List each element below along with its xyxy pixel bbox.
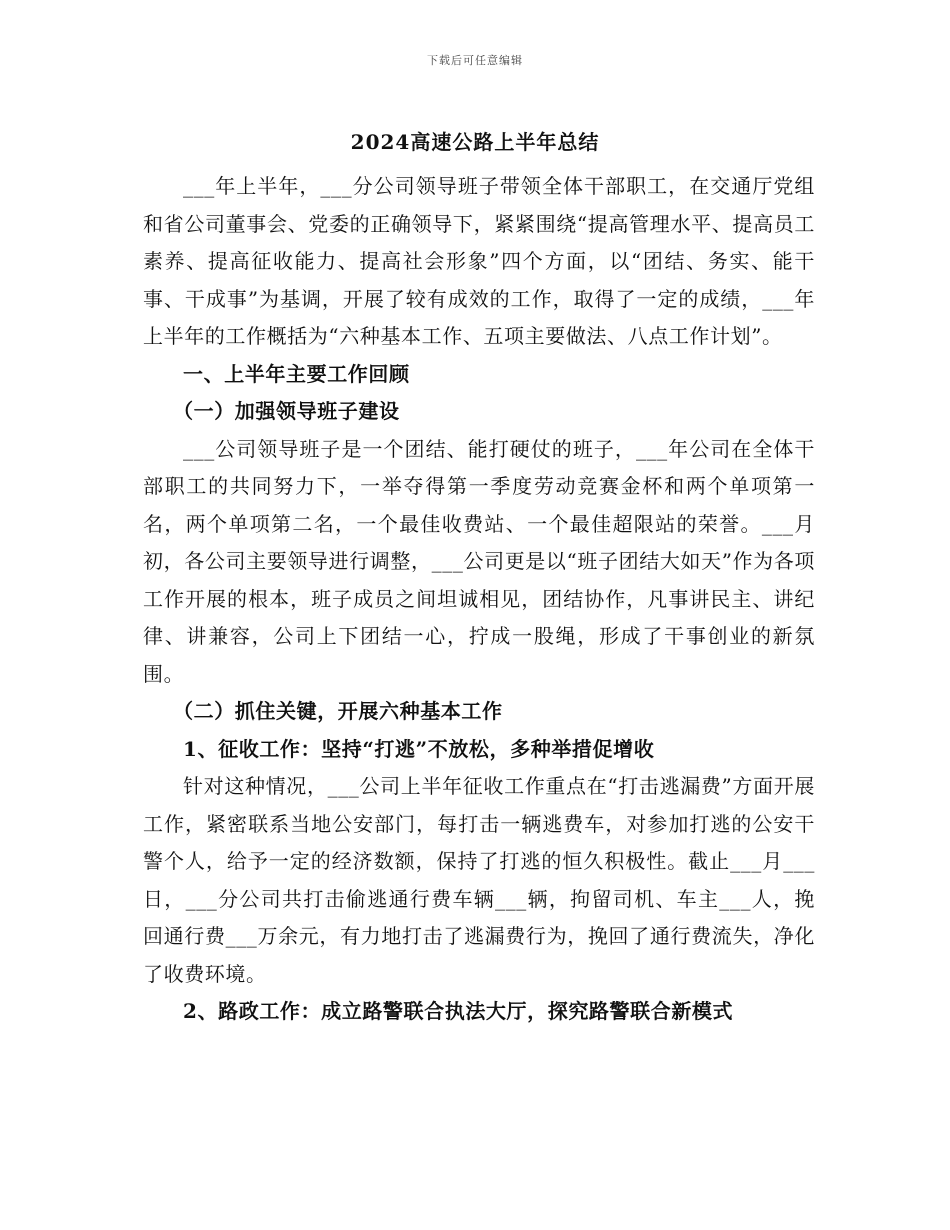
header-note: 下载后可任意编辑 [427,54,523,67]
subsection-heading-leadership: （一）加强领导班子建设 [173,399,400,423]
item-heading-road-admin: 2、路政工作：成立路警联合执法大厅，探究路警联合新模式 [183,999,734,1023]
item-heading-collection: 1、征收工作：坚持“打逃”不放松，多种举措促增收 [183,736,655,761]
subsection-heading-six-tasks: （二）抓住关键，开展六种基本工作 [173,699,503,723]
section-heading-review: 一、上半年主要工作回顾 [183,361,410,386]
leadership-paragraph: ___公司领导班子是一个团结、能打硬仗的班子，___年公司在全体干部职工的共同努力下，一举夺得第一季度劳动竞赛金杯和两个单项第一名，两个单项第二名，一个最佳收费站、一个最佳超限站的荣誉。___月初，各公司主要领导进行调整，___公司更是以“班子团结大如天”作为各项工作开展的根本，班子成员之间坦诚相见，团结协作，凡事讲民主、讲纪律、讲兼容，公司上下团结一心，拧成一股绳，形成了干事创业的新氛围。 [143,436,815,686]
intro-paragraph: ___年上半年，___分公司领导班子带领全体干部职工，在交通厅党组和省公司董事会、党委的正确领导下，紧紧围绕“提高管理水平、提高员工素养、提高征收能力、提高社会形象”四个方面，以“团结、务实、能干事、干成事”为基调，开展了较有成效的工作，取得了一定的成绩，___年上半年的工作概括为“六种基本工作、五项主要做法、八点工作计划”。 [143,174,815,348]
document-body [143,168,815,1031]
document-title: 2024高速公路上半年总结 [350,130,600,154]
collection-paragraph: 针对这种情况，___公司上半年征收工作重点在“打击逃漏费”方面开展工作，紧密联系当地公安部门，每打击一辆逃费车，对参加打逃的公安干警个人，给予一定的经济数额，保持了打逃的恒久积极性。截止___月___日，___分公司共打击偷逃通行费车辆___辆，拘留司机、车主___人，挽回通行费___万余元，有力地打击了逃漏费行为，挽回了通行费流失，净化了收费环境。 [143,774,815,986]
